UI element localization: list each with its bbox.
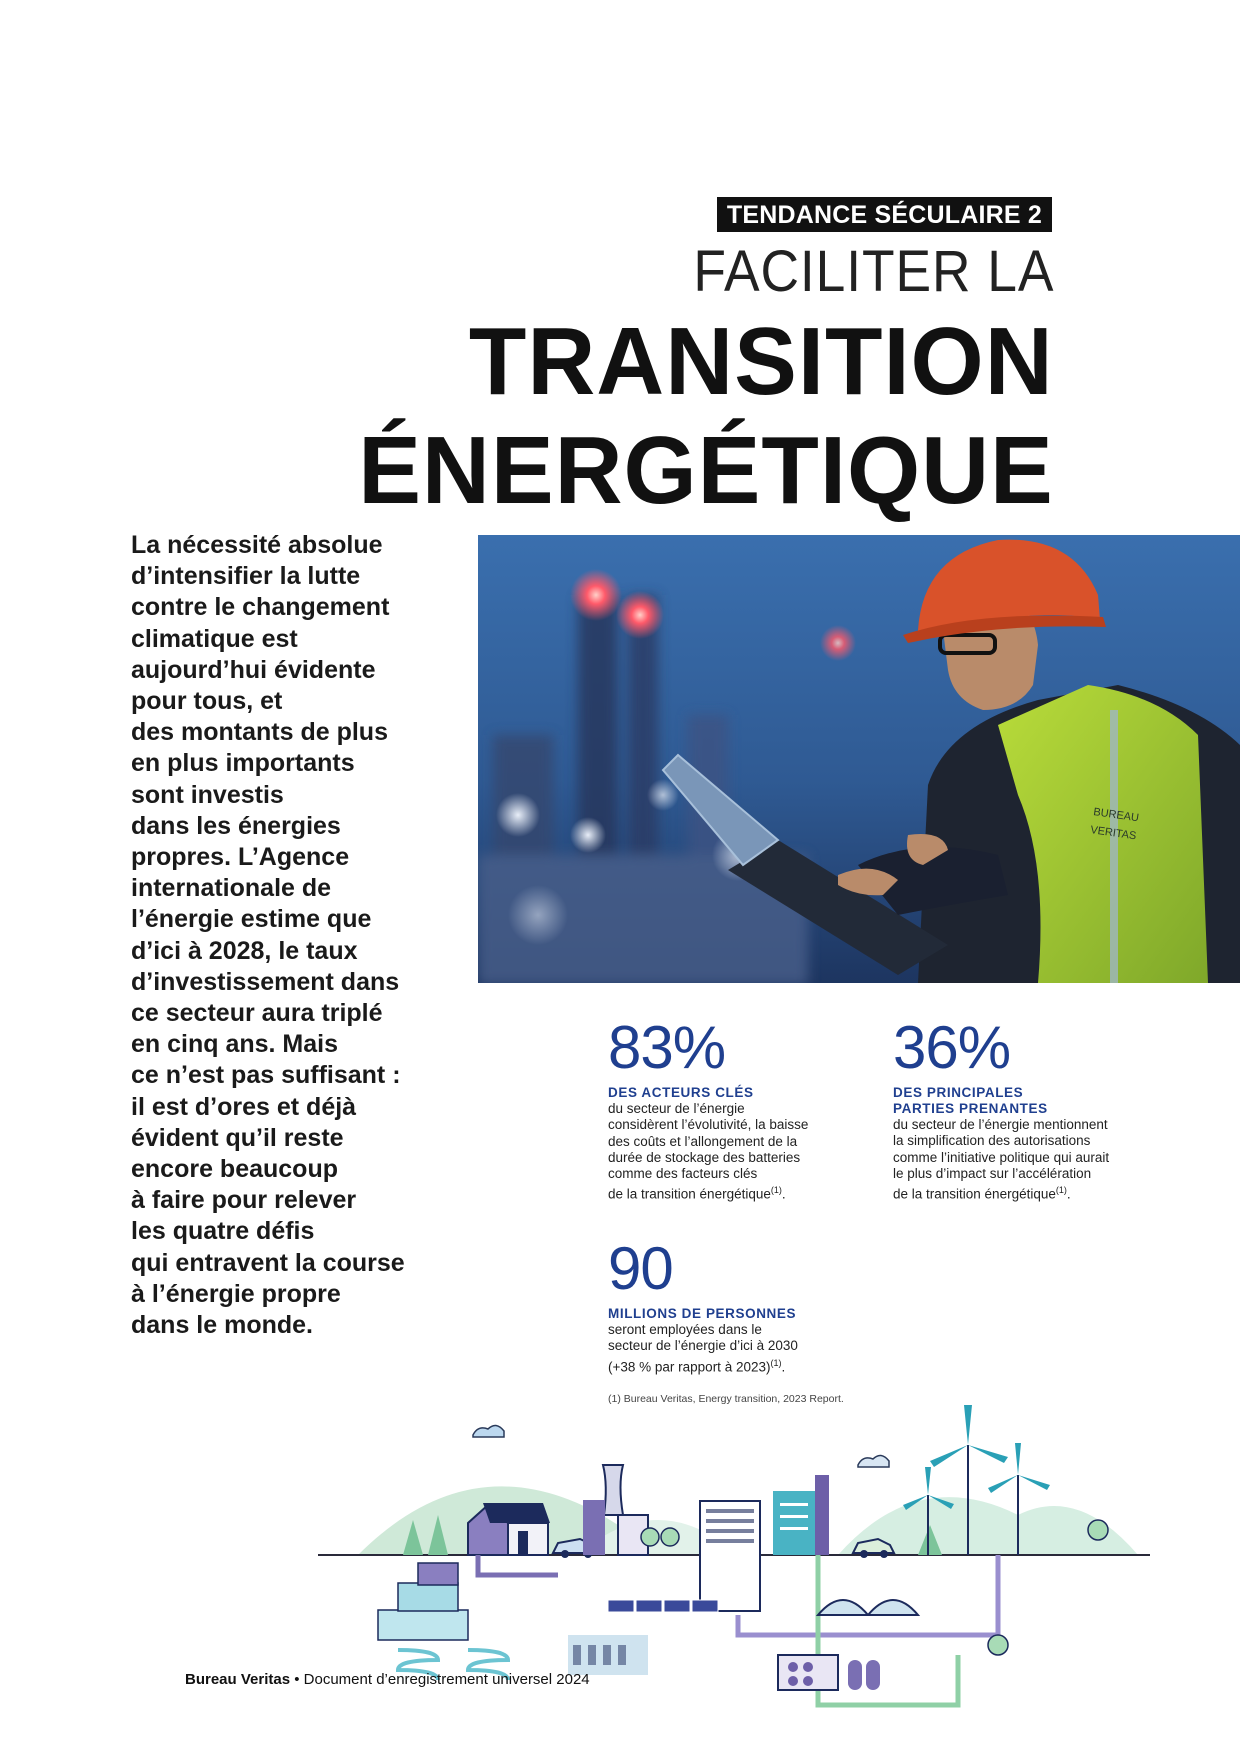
stat-number: 90 — [608, 1235, 673, 1302]
intro-line: dans les énergies — [131, 811, 341, 840]
intro-line: climatique est — [131, 624, 298, 653]
stat-text: du secteur de l’énergie mentionnent la simplification des autorisations comme l’initiative politique qui aurait le plus d’impact sur l’accélération de la transition énergétique$^{(1)}$. — [893, 1117, 1110, 1202]
stat-label: MILLIONS DE PERSONNES — [608, 1306, 797, 1321]
intro-line: internationale de — [131, 874, 332, 903]
stat-90-million — [608, 1235, 868, 1375]
footer-separator: • — [290, 1671, 304, 1688]
footnote: (1) Bureau Veritas, Energy transition, 2023 Report. — [608, 1393, 844, 1405]
footnote-ref: (1) — [1055, 1185, 1067, 1196]
intro-line: à faire pour relever — [131, 1186, 357, 1215]
intro-line: ce secteur aura triplé — [131, 999, 383, 1028]
intro-line: il est d’ores et déjà — [131, 1092, 357, 1121]
intro-line: d’ici à 2028, le taux — [131, 936, 358, 965]
intro-line: en plus importants — [131, 749, 355, 778]
stat-36-percent — [893, 1014, 1153, 1203]
intro-line: ce n’est pas suffisant : — [131, 1061, 401, 1090]
intro-line: sont investis — [131, 780, 284, 809]
intro-line: dans le monde. — [131, 1311, 313, 1340]
stat-text: seront employées dans le secteur de l’énergie d’ici à 2030 (+38 % par rapport à 2023)$^{(1)}$. — [608, 1322, 798, 1375]
engineer-photo — [478, 535, 1240, 983]
stat-number: 83% — [608, 1014, 726, 1081]
intro-line: évident qu’il reste — [131, 1123, 344, 1152]
vest-text-2: VERITAS — [1089, 824, 1138, 843]
intro-paragraph — [131, 530, 451, 1341]
stat-label: DES ACTEURS CLÉS — [608, 1085, 754, 1100]
intro-line: des montants de plus — [131, 718, 388, 747]
section-kicker: TENDANCE SÉCULAIRE 2 — [717, 197, 1052, 232]
intro-line: aujourd’hui évidente — [131, 655, 376, 684]
intro-line: d’investissement dans — [131, 967, 400, 996]
vest-text-1: BUREAU — [1092, 806, 1140, 825]
intro-line: l’énergie estime que — [131, 905, 372, 934]
stat-label: DES PRINCIPALES PARTIES PRENANTES — [893, 1085, 1048, 1116]
intro-line: qui entravent la course — [131, 1248, 405, 1277]
intro-line: en cinq ans. Mais — [131, 1030, 339, 1059]
footnote-ref: (1) — [770, 1185, 782, 1196]
stat-text: du secteur de l’énergie considèrent l’évolutivité, la baisse des coûts et l’allongement de la durée de stockage des batteries comme des facteurs clés de la transition énergétique$^{(1)}$. — [608, 1101, 809, 1202]
title-bold-line-2: ÉNERGÉTIQUE — [358, 417, 1054, 524]
intro-line: pour tous, et — [131, 687, 283, 716]
footer-brand: Bureau Veritas — [185, 1671, 291, 1688]
intro-line: d’intensifier la lutte — [131, 562, 361, 591]
page-footer — [185, 1671, 590, 1688]
footnote-ref: (1) — [770, 1357, 782, 1368]
stat-number: 36% — [893, 1014, 1011, 1081]
intro-line: à l’énergie propre — [131, 1279, 341, 1308]
footer-doc-title: Document d’enregistrement universel 2024 — [303, 1671, 590, 1688]
intro-line: propres. L’Agence — [131, 843, 350, 872]
title-bold-line-1: TRANSITION — [469, 308, 1054, 415]
intro-line: encore beaucoup — [131, 1155, 338, 1184]
title-light: FACILITER LA — [693, 239, 1054, 304]
stat-83-percent — [608, 1014, 868, 1203]
intro-line: La nécessité absolue — [131, 531, 383, 559]
intro-line: contre le changement — [131, 593, 390, 622]
intro-line: les quatre défis — [131, 1217, 315, 1246]
